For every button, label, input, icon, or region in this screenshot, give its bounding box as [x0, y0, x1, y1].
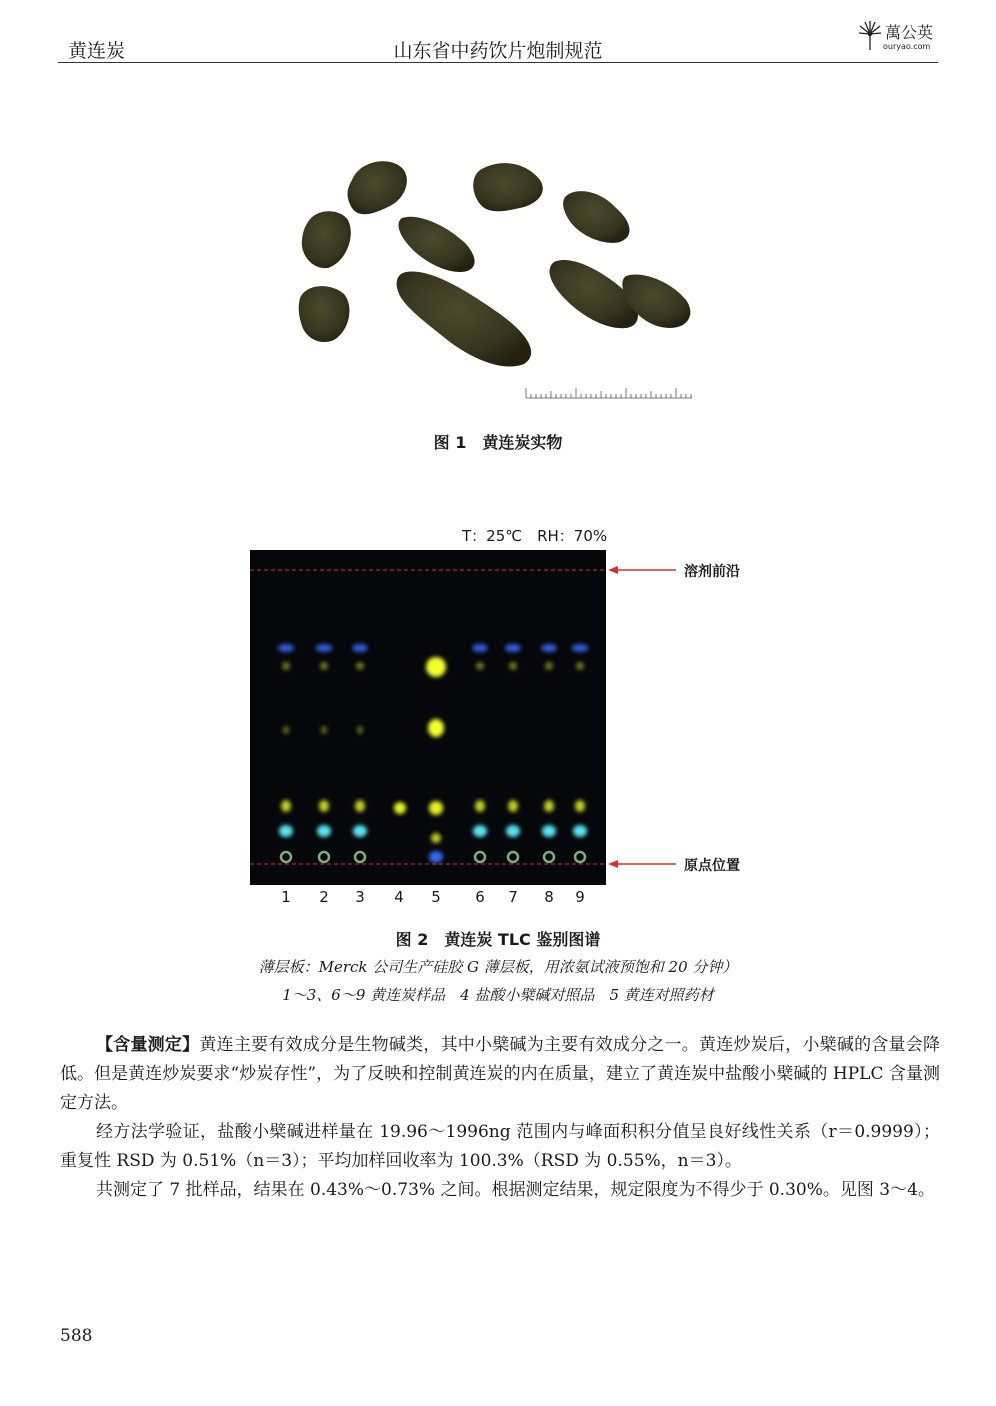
dandelion-icon [857, 20, 883, 52]
tlc-spot [279, 825, 293, 837]
figure2-caption: 图 2 黄连炭 TLC 鉴别图谱 [395, 930, 601, 949]
tlc-spot [429, 801, 443, 815]
specimen-photo [290, 150, 710, 410]
tlc-spot [542, 825, 556, 837]
origin-spot [508, 852, 518, 862]
section-heading: 【含量测定】 [96, 1035, 200, 1055]
tlc-spot [475, 800, 485, 812]
lane-number: 6 [475, 888, 485, 906]
figure1-caption: 图 1 黄连炭实物 [433, 433, 563, 452]
lane-number: 3 [355, 888, 365, 906]
reference-spot [394, 802, 406, 814]
tlc-spot [572, 644, 588, 652]
tlc-spot [353, 825, 367, 837]
tlc-spot [575, 800, 585, 812]
tlc-spot [573, 825, 587, 837]
tlc-spot [544, 800, 554, 812]
logo-text-en: ouryao.com [883, 42, 931, 51]
logo-text-cn: 萬公英 [885, 23, 934, 42]
origin-spot [544, 852, 554, 862]
paragraph-text: 黄连主要有效成分是生物碱类，其中小檗碱为主要有效成分之一。黄连炒炭后，小檗碱的含量会降低。但是黄连炒炭要求“炒炭存性”，为了反映和控制黄连炭的内在质量，建立了黄连炭中盐酸小檗碱的 HPLC 含量测定方法。 [60, 1035, 940, 1113]
solvent-front-label: 溶剂前沿 [684, 564, 740, 580]
origin-spot [475, 852, 485, 862]
tlc-spot [355, 800, 365, 812]
header-rule [58, 62, 938, 63]
tlc-spot [352, 644, 368, 652]
tlc-plate [250, 550, 606, 885]
site-logo [857, 20, 939, 56]
tlc-spot [316, 644, 332, 652]
tlc-spot [428, 719, 444, 737]
tlc-spot [319, 800, 329, 812]
tlc-spot [282, 662, 290, 670]
tlc-spot [508, 800, 518, 812]
lane-numbers [250, 888, 606, 908]
tlc-spot [506, 825, 520, 837]
origin-spot [319, 852, 329, 862]
lane-number: 1 [281, 888, 291, 906]
lane-number: 5 [431, 888, 441, 906]
scale-ruler [526, 388, 692, 398]
origin-arrow-icon [608, 859, 676, 869]
tlc-spot [576, 662, 584, 670]
lane-number: 2 [319, 888, 329, 906]
lane-number: 8 [544, 888, 554, 906]
origin-spot [355, 852, 365, 862]
tlc-spot [278, 644, 294, 652]
origin-label: 原点位置 [684, 858, 740, 874]
tlc-spot [321, 726, 327, 734]
tlc-spot [541, 644, 557, 652]
paragraph-validation: 经方法学验证，盐酸小檗碱进样量在 19.96～1996ng 范围内与峰面积积分值呈良好线性关系（r＝0.9999）；重复性 RSD 为 0.51%（n＝3）；平均加样回收率为 100.3%（RSD 为 0.55%，n＝3）。 [60, 1122, 940, 1171]
tlc-spot [509, 662, 517, 670]
tlc-spot [545, 662, 553, 670]
tlc-spot [505, 644, 521, 652]
tlc-spot [317, 825, 331, 837]
running-header-book: 山东省中药饮片炮制规范 [393, 40, 603, 62]
tlc-spot [426, 657, 446, 677]
tlc-spot [476, 662, 484, 670]
paragraph-assay [60, 1031, 940, 1118]
rhizome-pieces [299, 161, 691, 366]
tlc-spot [473, 825, 487, 837]
tlc-spot [356, 662, 364, 670]
lane-number: 4 [394, 888, 404, 906]
tlc-conditions: T：25℃ RH：70% [462, 527, 608, 545]
tlc-spot [320, 662, 328, 670]
lane-number: 7 [508, 888, 518, 906]
front-arrow-icon [608, 565, 676, 575]
lane-number: 9 [575, 888, 585, 906]
page-number: 588 [60, 1326, 93, 1346]
running-header-title: 黄连炭 [68, 40, 126, 62]
figure2-note-lanes: 1～3、6～9 黄连炭样品 4 盐酸小檗碱对照品 5 黄连对照药材 [282, 986, 714, 1004]
tlc-spot [472, 644, 488, 652]
tlc-spot [357, 726, 363, 734]
tlc-spot [431, 833, 441, 843]
figure2-note-plate: 薄层板：Merck 公司生产硅胶 G 薄层板，用浓氨试液预饱和 20 分钟） [258, 958, 738, 976]
tlc-spot [283, 726, 289, 734]
tlc-spot [281, 800, 291, 812]
paragraph-results: 共测定了 7 批样品，结果在 0.43%～0.73% 之间。根据测定结果，规定限度为不得少于 0.30%。见图 3～4。 [96, 1180, 935, 1200]
origin-spot [281, 852, 291, 862]
origin-spot [575, 852, 585, 862]
tlc-spot [429, 851, 443, 863]
